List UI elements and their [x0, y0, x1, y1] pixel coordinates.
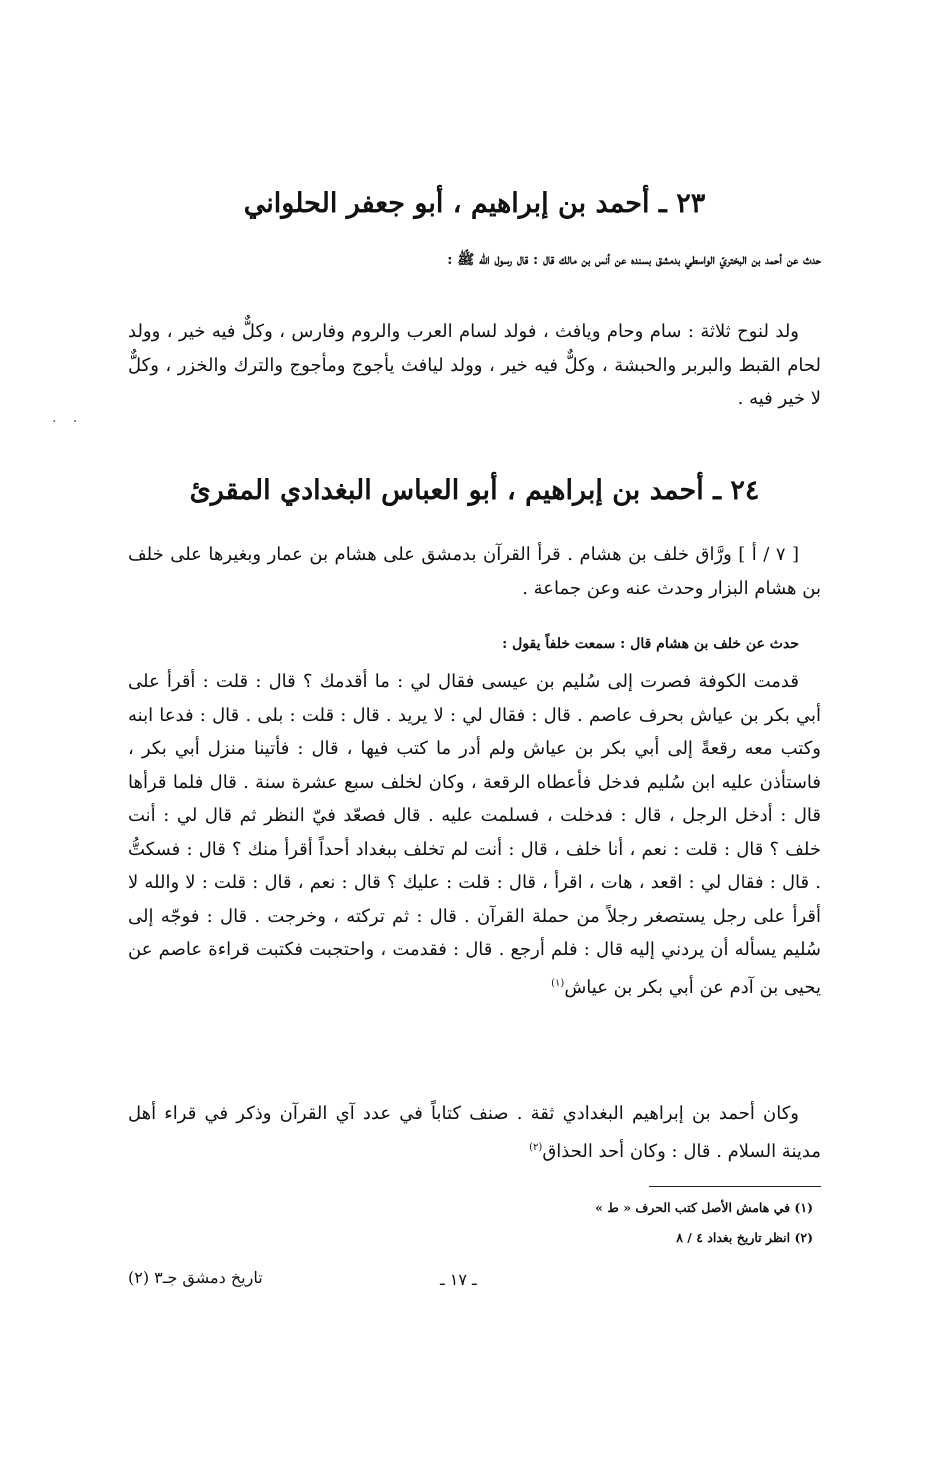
entry-24-intro-content: [ ٧ / أ ] ورَّاق خلف بن هشام . قرأ القرآن بدمشق على هشام بن عمار وبغيرها على خلف بن هشام البزار وحدث عنه وعن جماعة .: [128, 544, 821, 599]
footer-book-title: تاريخ دمشق جـ٣ (٢): [128, 1268, 263, 1287]
footnote-separator: [649, 1186, 821, 1187]
footnote-ref-2: (٢): [529, 1141, 543, 1153]
entry-24-closing: [128, 1097, 821, 1168]
entry-24-title: ٢٤ ـ أحمد بن إبراهيم ، أبو العباس البغدادي المقرئ: [189, 475, 760, 506]
footnote-2: (٢) انظر تاريخ بغداد ٤ / ٨: [676, 1230, 813, 1245]
entry-23-text: [128, 315, 821, 416]
entry-24-narration-content: قدمت الكوفة فصرت إلى سُليم بن عيسى فقال لي : ما أقدمك ؟ قال : قلت : أقرأ على أبي بكر بن عياش بحرف عاصم . قال : فقال لي : لا يريد . قال : قلت : بلى . قال : فدعا ابنه وكتب معه رقعةً إلى أبي بكر بن عياش ولم أدر ما كتب فيها ، قال : فأتينا منزل أبي بكر ، فاستأذن عليه ابن سُليم فدخل فأعطاه الرقعة ، وكان لخلف سبع عشرة سنة . قال فلما قرأها قال : أدخل الرجل ، قال : فدخلت ، فسلمت عليه . قال فصعّد فيّ النظر ثم قال لي : أنت خلف ؟ قال : قلت : نعم ، أنا خلف ، قال : أنت لم تخلف ببغداد أحداً أقرأ منك ؟ قال : فسكتُّ . قال : فقال لي : اقعد ، هات ، اقرأ ، قال : قلت : عليك ؟ قال : نعم ، قال : قلت : لا والله لا أقرأ على رجل يستصغر رجلاً من حملة القرآن . قال : ثم تركته ، وخرجت . قال : فوجّه إلى سُليم يسأله أن يردني إليه قال : فلم أرجع . قال : فقدمت ، واحتجبت فكتبت قراءة عاصم عن يحيى بن آدم عن أبي بكر بن عياش: [128, 671, 821, 998]
entry-24-isnad: حدث عن خلف بن هشام قال : سمعت خلفاً يقول :: [502, 636, 799, 652]
entry-24-closing-content: وكان أحمد بن إبراهيم البغدادي ثقة . صنف كتاباً في عدد آي القرآن وذكر في قراء أهل مدينة السلام . قال : وكان أحد الحذاق: [128, 1103, 821, 1162]
entry-24-intro: [128, 538, 821, 605]
entry-23-isnad: حدث عن أحمد بن البختريّ الواسطي بدمشق بسنده عن أنس بن مالك قال : قال رسول الله ﷺ :: [447, 252, 821, 268]
entry-23-text-content: ولد لنوح ثلاثة : سام وحام ويافث ، فولد لسام العرب والروم وفارس ، وكلٌّ فيه خير ، وولد لحام القبط والبربر والحبشة ، وكلٌّ فيه خير ، وولد ليافث يأجوج ومأجوج والترك والخزر ، وكلٌّ لا خير فيه .: [128, 321, 821, 409]
page-number: ـ ١٧ ـ: [440, 1270, 477, 1289]
entry-24-narration: [128, 665, 821, 1004]
entry-23-title: ٢٣ ـ أحمد بن إبراهيم ، أبو جعفر الحلواني: [243, 188, 706, 219]
footnote-ref-1: (١): [551, 977, 565, 989]
footnote-1: (١) في هامش الأصل كتب الحرف « ط »: [595, 1200, 813, 1215]
margin-marks: . .: [52, 410, 84, 426]
